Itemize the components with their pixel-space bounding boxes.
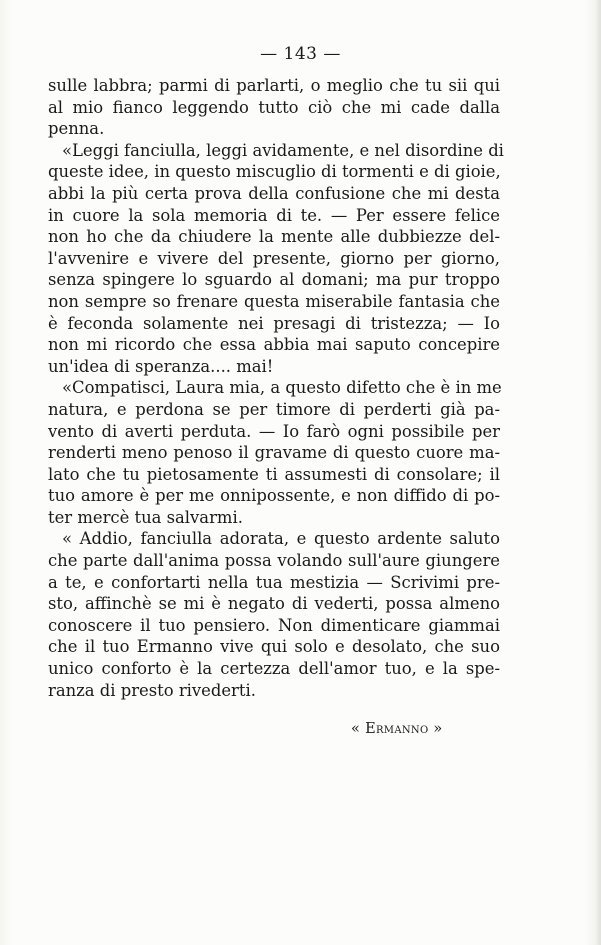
text-line: queste idee, in questo miscuglio di tormenti e di gioie, [48,162,501,182]
text-line: ter mercè tua salvarmi. [48,507,243,527]
text-line: natura, e perdona se per timore di perderti già pa- [48,399,500,419]
text-line: vento di averti perduta. — Io farò ogni possibile per [48,421,500,441]
text-line: è feconda solamente nei presagi di tristezza; — Io [48,313,500,333]
text-line: che parte dall'anima possa volando sull'aure giungere [48,551,500,571]
signature: « Ermanno » [351,721,443,737]
text-line: unico conforto è la certezza dell'amor tuo, e la spe- [48,659,500,679]
text-line: che il tuo Ermanno vive qui solo e desolato, che suo [48,637,500,657]
text-line: tuo amore è per me onnipossente, e non diffido di po- [48,486,500,506]
text-line: penna. [48,119,105,139]
text-line: sto, affinchè se mi è negato di vederti, possa almeno [48,594,500,614]
text-line: «Compatisci, Laura mia, a questo difetto che è in me [62,378,502,398]
text-line: sulle labbra; parmi di parlarti, o meglio che tu sii qui [48,76,500,95]
text-line: non ho che da chiudere la mente alle dubbiezze del- [48,227,500,247]
text-line: senza spingere lo sguardo al domani; ma pur troppo [48,270,500,290]
text-line: in cuore la sola memoria di te. — Per essere felice [48,205,500,225]
text-line: un'idea di speranza.... mai! [48,356,274,376]
page-edge-shadow [595,0,601,945]
text-line: « Addio, fanciulla adorata, e questo ardente saluto [62,529,500,549]
text-line: l'avvenire e vivere del presente, giorno per giorno, [48,248,500,268]
text-line: a te, e confortarti nella tua mestizia — Scrivimi pre- [48,572,500,592]
text-line: al mio fianco leggendo tutto ciò che mi cade dalla [48,97,500,117]
text-line: conoscere il tuo pensiero. Non dimenticare giammai [48,615,500,635]
text-line: lato che tu pietosamente ti assumesti di consolare; il [48,464,500,484]
page-number: — 143 — [260,44,341,64]
text-line: abbi la più certa prova della confusione che mi desta [48,183,500,203]
text-line: non mi ricordo che essa abbia mai saputo concepire [48,335,500,355]
text-line: «Leggi fanciulla, leggi avidamente, e nel disordine di [62,140,504,160]
text-line: ranza di presto rivederti. [48,680,256,700]
text-line: non sempre so frenare questa miserabile fantasia che [48,291,500,311]
text-line: renderti meno penoso il gravame di questo cuore ma- [48,443,500,463]
letter-body [48,75,504,701]
